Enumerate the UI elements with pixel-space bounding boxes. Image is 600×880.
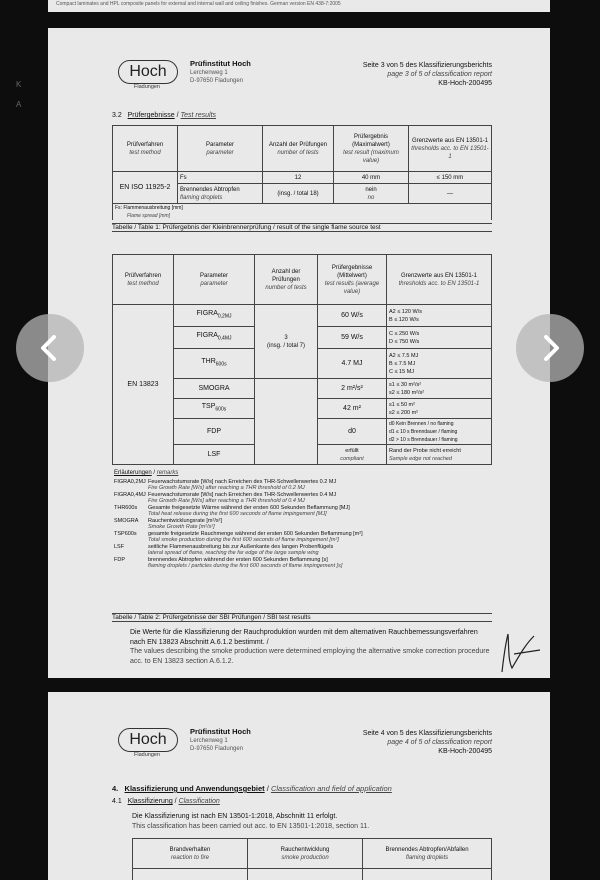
- remark-item: [114, 479, 492, 492]
- param-lsf: LSF: [174, 445, 255, 465]
- sbi-tests-total: (insg. / total 7): [266, 342, 305, 349]
- page-number-en: page 3 of 5 of classification report: [387, 71, 492, 78]
- tests-count: 12: [263, 172, 334, 184]
- result-figra02: 60 W/s: [318, 305, 387, 327]
- limit-class: d2: [389, 436, 395, 443]
- logo-subtitle: Fladungen: [134, 752, 160, 758]
- sbi-table: [112, 254, 492, 465]
- section4-title-de: Klassifizierung und Anwendungsgebiet: [124, 784, 265, 793]
- limit-value: ≤ 750 W/s: [394, 338, 420, 345]
- institute-block: [190, 727, 251, 753]
- limit-value: ≤ 7.5 MJ: [394, 360, 416, 367]
- remarks-block: Erläuterungen / remarks FIGRA0,2MJ Feuerwachstumsrate [W/s] nach Erreichen des THR-Schwellenwertes 0.2 MJ Fire Growth Rate [W/s] after reaching a THR threshold of 0.2 MJ FIGRA0,4MJ Feuerwachstumsrate [W/s] nach Erreichen des THR-Schwellenwertes 0.4 MJ Fire Growth Rate [W/s] after reaching a THR threshold of 0.4 MJ THR600s Gesamte freigesetzte Wärme während der ersten 600 Sekunden Beflammung [MJ] Total heat release during the first 600 seconds of flame impingement [MJ] SMOGRA Rauchentwicklungsrate [m²/s²] Smoke Growth Rate [m²/s²] TSP600s gesamte freigesetzte Rauchmenge während der ersten 600 Sekunden Beflammung [m²] Total smoke production during the first 600 seconds of flame impingement [m²] LSF seitliche Flammenausbreitung bis zur Außenkante des langen Probenflügels lateral spread of flame, reaching the far edge of the large sample wing FDP brennendes Abtropfen während der ersten 600 Sekunden Beflammung [s] flaming droplets / particles during the first 600 seconds of flame impingement [s]: [114, 470, 492, 570]
- col-param-en: parameter: [206, 149, 234, 156]
- col2-method-en: test method: [127, 280, 159, 287]
- limit-class: s2: [389, 389, 395, 396]
- tests-total: (insg. / total 18): [263, 184, 334, 204]
- classification-text-en: This classification has been carried out acc. to EN 13501-1:2018, section 11.: [132, 822, 370, 830]
- address-line-2: D-97650 Fladungen: [190, 78, 244, 84]
- side-artifact: K: [16, 80, 22, 89]
- limit-class: s1: [389, 401, 395, 408]
- page-number-de: Seite 3 von 5 des Klassifizierungsberichts: [362, 62, 492, 69]
- report-page-4: [48, 692, 550, 880]
- class-col1-en: reaction to fire: [170, 854, 210, 861]
- limit-lsf: [387, 445, 492, 465]
- institute-block: [190, 59, 251, 85]
- remark-en: Fire Growth Rate [W/s] after reaching a THR threshold of 0.2 MJ: [148, 485, 305, 491]
- col-method-en: test method: [129, 149, 161, 156]
- classification-table: [132, 838, 492, 880]
- col-tests-de: Anzahl der Prüfungen: [268, 141, 328, 148]
- smoke-note-de: Die Werte für die Klassifizierung der Rauchproduktion wurden mit dem alternativen Rauchbemessungsverfahren nach EN 13823 Abschnitt A.6.1.2 bestimmt. /: [130, 629, 478, 646]
- limit-class: B: [389, 360, 393, 367]
- remark-item: [114, 518, 492, 531]
- remark-item: [114, 544, 492, 557]
- next-page-button[interactable]: [516, 314, 584, 382]
- result-tsp: 42 m²: [318, 399, 387, 419]
- limit-class: C: [389, 368, 393, 375]
- remark-key: FIGRA0,2MJ: [114, 478, 146, 485]
- limit-value-en: Sample edge not reached: [389, 455, 452, 462]
- limit-droplets: —: [409, 184, 492, 204]
- remark-key: SMOGRA: [114, 517, 139, 524]
- page-info: [363, 61, 492, 88]
- section4-number: 4.: [112, 784, 119, 793]
- method-cell: EN ISO 11925-2: [113, 172, 178, 204]
- param-fdp: FDP: [174, 419, 255, 445]
- col2-limit-de: Grenzwerte aus EN 13501-1: [400, 272, 478, 279]
- col-limit-de: Grenzwerte aus EN 13501-1: [411, 137, 489, 144]
- limit-class: A2: [389, 352, 396, 359]
- limit-value: ≤ 250 W/s: [394, 330, 420, 337]
- section41-heading: 4.1 Klassifizierung / Classification: [112, 798, 220, 805]
- col2-tests-de: Anzahl der Prüfungen: [271, 268, 301, 283]
- hoch-logo: Hoch: [118, 728, 178, 752]
- class-col1-de: Brandverhalten: [169, 846, 211, 853]
- limit-fdp: [387, 419, 492, 445]
- limit-class: s1: [389, 381, 395, 388]
- section-title-en: Test results: [180, 112, 217, 119]
- limit-value: > 10 s Brenndauer / flaming: [395, 436, 458, 443]
- remark-en: Smoke Growth Rate [m²/s²]: [148, 524, 215, 530]
- class-col2-de: Rauchentwicklung: [280, 846, 330, 853]
- sbi-tests: [255, 305, 318, 379]
- result-lsf: [318, 445, 387, 465]
- result-lsf-de: erfüllt: [345, 447, 359, 454]
- remark-item: [114, 505, 492, 518]
- col-method-de: Prüfverfahren: [126, 141, 164, 148]
- limit-class: D: [389, 338, 393, 345]
- col2-tests-en: number of tests: [265, 284, 307, 291]
- smoke-note: [130, 628, 490, 666]
- limit-class: C: [389, 330, 393, 337]
- limit-class: d0: [389, 420, 395, 427]
- col-tests-en: number of tests: [277, 149, 319, 156]
- col-limit-en: thresholds acc. to EN 13501-1: [411, 145, 489, 160]
- section41-number: 4.1: [112, 798, 122, 805]
- class-cell: [363, 869, 492, 880]
- page4-header: [48, 692, 550, 764]
- table2-caption: Tabelle / Table 2: Prüfergebnisse der SBI Prüfungen / SBI test results: [112, 613, 492, 622]
- limit-figra02: [387, 305, 492, 327]
- remark-en: Fire Growth Rate [W/s] after reaching a THR threshold of 0.4 MJ: [148, 498, 305, 504]
- limit-figra04: [387, 327, 492, 349]
- page-info: [363, 729, 492, 756]
- chevron-left-icon: [34, 332, 66, 364]
- result-lsf-en: compliant: [340, 455, 364, 462]
- limit-value: ≤ 7.5 MJ: [397, 352, 419, 359]
- remark-de: brennendes Abtropfen während der ersten 600 Sekunden Beflammung [s]: [148, 556, 328, 563]
- result-figra04: 59 W/s: [318, 327, 387, 349]
- limit-class: B: [389, 316, 393, 323]
- remark-de: seitliche Flammenausbreitung bis zur Außenkante des langen Probenflügels: [148, 543, 334, 550]
- col-result-en: test result (maximum value): [343, 149, 399, 164]
- footnote-key: Fs: [115, 205, 121, 211]
- result-droplets: nein: [365, 186, 377, 193]
- report-number: KB-Hoch-200495: [438, 80, 492, 87]
- remark-item: [114, 492, 492, 505]
- sbi-tests-empty: [255, 379, 318, 465]
- param-figra02-sub: 0,2MJ: [217, 313, 232, 320]
- limit-class: A2: [389, 308, 396, 315]
- remark-item: [114, 557, 492, 570]
- remark-item: [114, 531, 492, 544]
- remark-de: Feuerwachstumsrate [W/s] nach Erreichen des THR-Schwellenwertes 0.2 MJ: [148, 478, 337, 485]
- classification-text-de: Die Klassifizierung ist nach EN 13501-1:2018, Abschnitt 11 erfolgt.: [132, 813, 338, 820]
- remark-key: THR600s: [114, 504, 138, 511]
- section-title-de: Prüfergebnisse: [127, 112, 175, 119]
- section41-title-de: Klassifizierung: [127, 798, 173, 805]
- param-tsp-sub: 600s: [215, 406, 227, 413]
- result-smogra: 2 m²/s²: [318, 379, 387, 399]
- previous-page-text: Compact laminates and HPL composite panels for external and internal wall and ceiling finishes. German version EN 438-7:2005: [56, 1, 341, 7]
- chevron-right-icon: [534, 332, 566, 364]
- param-figra02-name: FIGRA: [196, 310, 218, 318]
- limit-value: Rand der Probe nicht erreicht: [389, 447, 461, 454]
- limit-smogra: [387, 379, 492, 399]
- remark-key: TSP600s: [114, 530, 137, 537]
- limit-value: ≤ 120 W/s: [397, 308, 422, 315]
- section-heading: 3.2 Prüfergebnisse / Test results: [112, 112, 217, 119]
- classification-text: [132, 812, 492, 831]
- col2-result-en: test results (average value): [324, 280, 380, 295]
- col2-result-de: Prüfergebnisse (Mittelwert): [331, 264, 373, 279]
- param-thr-sub: 600s: [215, 361, 227, 368]
- limit-value: ≤ 30 m²/s²: [396, 381, 422, 388]
- address-line-1: Lerchenweg 1: [190, 70, 228, 76]
- param-figra02: [174, 305, 255, 327]
- limit-class: s2: [389, 409, 395, 416]
- sbi-tests-count: 3: [284, 334, 288, 341]
- col2-param-en: parameter: [200, 280, 228, 287]
- remark-key: FIGRA0,4MJ: [114, 491, 146, 498]
- param-droplets-en: flaming droplets: [180, 194, 223, 201]
- limit-value: ≤ 200 m²: [396, 409, 419, 416]
- limit-class: d1: [389, 428, 395, 435]
- remark-de: Rauchentwicklungsrate [m²/s²]: [148, 517, 222, 524]
- page-number-en: page 4 of 5 of classification report: [387, 739, 492, 746]
- param-thr: [174, 349, 255, 379]
- remark-en: flaming droplets / particles during the first 600 seconds of flame impingement [s]: [148, 563, 343, 569]
- limit-thr: [387, 349, 492, 379]
- section41-title-en: Classification: [178, 798, 220, 805]
- remark-en: Total heat release during the first 600 seconds of flame impingement [MJ]: [148, 511, 327, 517]
- param-thr-name: THR: [201, 358, 216, 366]
- remark-key: FDP: [114, 556, 125, 563]
- limit-fs: ≤ 150 mm: [409, 172, 492, 184]
- report-number: KB-Hoch-200495: [438, 748, 492, 755]
- result-fdp: d0: [318, 419, 387, 445]
- signature-icon: [494, 624, 544, 676]
- remark-de: Gesamte freigesetzte Wärme während der ersten 600 Sekunden Beflammung [MJ]: [148, 504, 350, 511]
- limit-value: ≤ 15 MJ: [394, 368, 415, 375]
- param-tsp-name: TSP: [201, 403, 216, 411]
- table1-caption: Tabelle / Table 1: Prüfergebnis der Kleinbrennerprüfung / result of the single flame source test: [112, 223, 492, 232]
- param-figra04: [174, 327, 255, 349]
- class-cell: [248, 869, 363, 880]
- remarks-title-en: remarks: [156, 470, 179, 476]
- class-col3-de: Brennendes Abtropfen/Abfallen: [385, 846, 469, 853]
- institute-name: Prüfinstitut Hoch: [190, 59, 251, 68]
- address-line-1: Lerchenweg 1: [190, 738, 228, 744]
- limit-tsp: [387, 399, 492, 419]
- param-figra04-sub: 0,4MJ: [217, 335, 232, 342]
- result-thr: 4.7 MJ: [318, 349, 387, 379]
- section4-title-en: Classification and field of application: [270, 784, 392, 793]
- limit-value: ≤ 180 m²/s²: [396, 389, 425, 396]
- footnote-de: Flammenausbreitung [mm]: [123, 205, 183, 211]
- result-fs: 40 mm: [334, 172, 409, 184]
- remark-de: gesamte freigesetzte Rauchmenge während der ersten 600 Sekunden Beflammung [m²]: [148, 530, 363, 537]
- remark-key: LSF: [114, 543, 125, 550]
- col-result-de: Prüfergebnis (Maximalwert): [352, 133, 390, 148]
- remarks-title-de: Erläuterungen: [114, 470, 152, 476]
- param-figra04-name: FIGRA: [196, 332, 218, 340]
- section-number: 3.2: [112, 112, 122, 119]
- col-param-de: Parameter: [205, 141, 234, 148]
- limit-value: ≤ 10 s Brenndauer / flaming: [395, 428, 458, 435]
- class-cell: [133, 869, 248, 880]
- col2-method-de: Prüfverfahren: [124, 272, 162, 279]
- side-artifact: A: [16, 100, 22, 109]
- report-page-3: [48, 28, 550, 678]
- section4-heading: 4. Klassifizierung und Anwendungsgebiet / Classification and field of application: [112, 784, 392, 793]
- limit-value: ≤ 50 m²: [396, 401, 415, 408]
- param-smogra: SMOGRA: [174, 379, 255, 399]
- logo-subtitle: Fladungen: [134, 84, 160, 90]
- limit-value: Kein Brennen / no flaming: [395, 420, 454, 427]
- page-number-de: Seite 4 von 5 des Klassifizierungsberichts: [362, 730, 492, 737]
- single-flame-table: Prüfverfahren test method Parameter parameter Anzahl der Prüfungen number of tests Prüfergebnis (Maximalwert) test result (maximum value) Grenzwerte aus EN 13501-1 thresholds acc. to EN 13501-1 EN ISO 11925-2 Fs 12 40 mm ≤ 150 mm Brennendes Abtropfen flaming droplets (insg. / total 18) nein no — Fs: Flammenausbreitung [mm] Flame spread [mm]: [112, 125, 492, 220]
- prev-page-button[interactable]: [16, 314, 84, 382]
- col2-param-de: Parameter: [199, 272, 228, 279]
- class-col3-en: flaming droplets: [405, 854, 449, 861]
- remark-de: Feuerwachstumsrate [W/s] nach Erreichen des THR-Schwellenwertes 0.4 MJ: [148, 491, 337, 498]
- remark-en: Total smoke production during the first 600 seconds of flame impingement [m²]: [148, 537, 339, 543]
- previous-page-strip: [48, 0, 550, 12]
- param-droplets: Brennendes Abtropfen: [180, 186, 240, 193]
- param-fs: Fs: [178, 172, 263, 184]
- result-droplets-en: no: [367, 194, 375, 201]
- institute-name: Prüfinstitut Hoch: [190, 727, 251, 736]
- param-tsp: [174, 399, 255, 419]
- remark-en: lateral spread of flame, reaching the far edge of the large sample wing: [148, 550, 319, 556]
- class-col2-en: smoke production: [281, 854, 329, 861]
- address-line-2: D-97650 Fladungen: [190, 746, 244, 752]
- sbi-method: EN 13823: [113, 305, 174, 465]
- limit-value: ≤ 120 W/s: [394, 316, 419, 323]
- footnote-en: Flame spread [mm]: [127, 213, 171, 219]
- page-header: [48, 28, 550, 100]
- col2-limit-en: thresholds acc. to EN 13501-1: [398, 280, 480, 287]
- smoke-note-en: The values describing the smoke production were determined employing the alternative smoke correction procedure acc. to EN 13823 section A.6.1.2.: [130, 648, 490, 665]
- hoch-logo: Hoch: [118, 60, 178, 84]
